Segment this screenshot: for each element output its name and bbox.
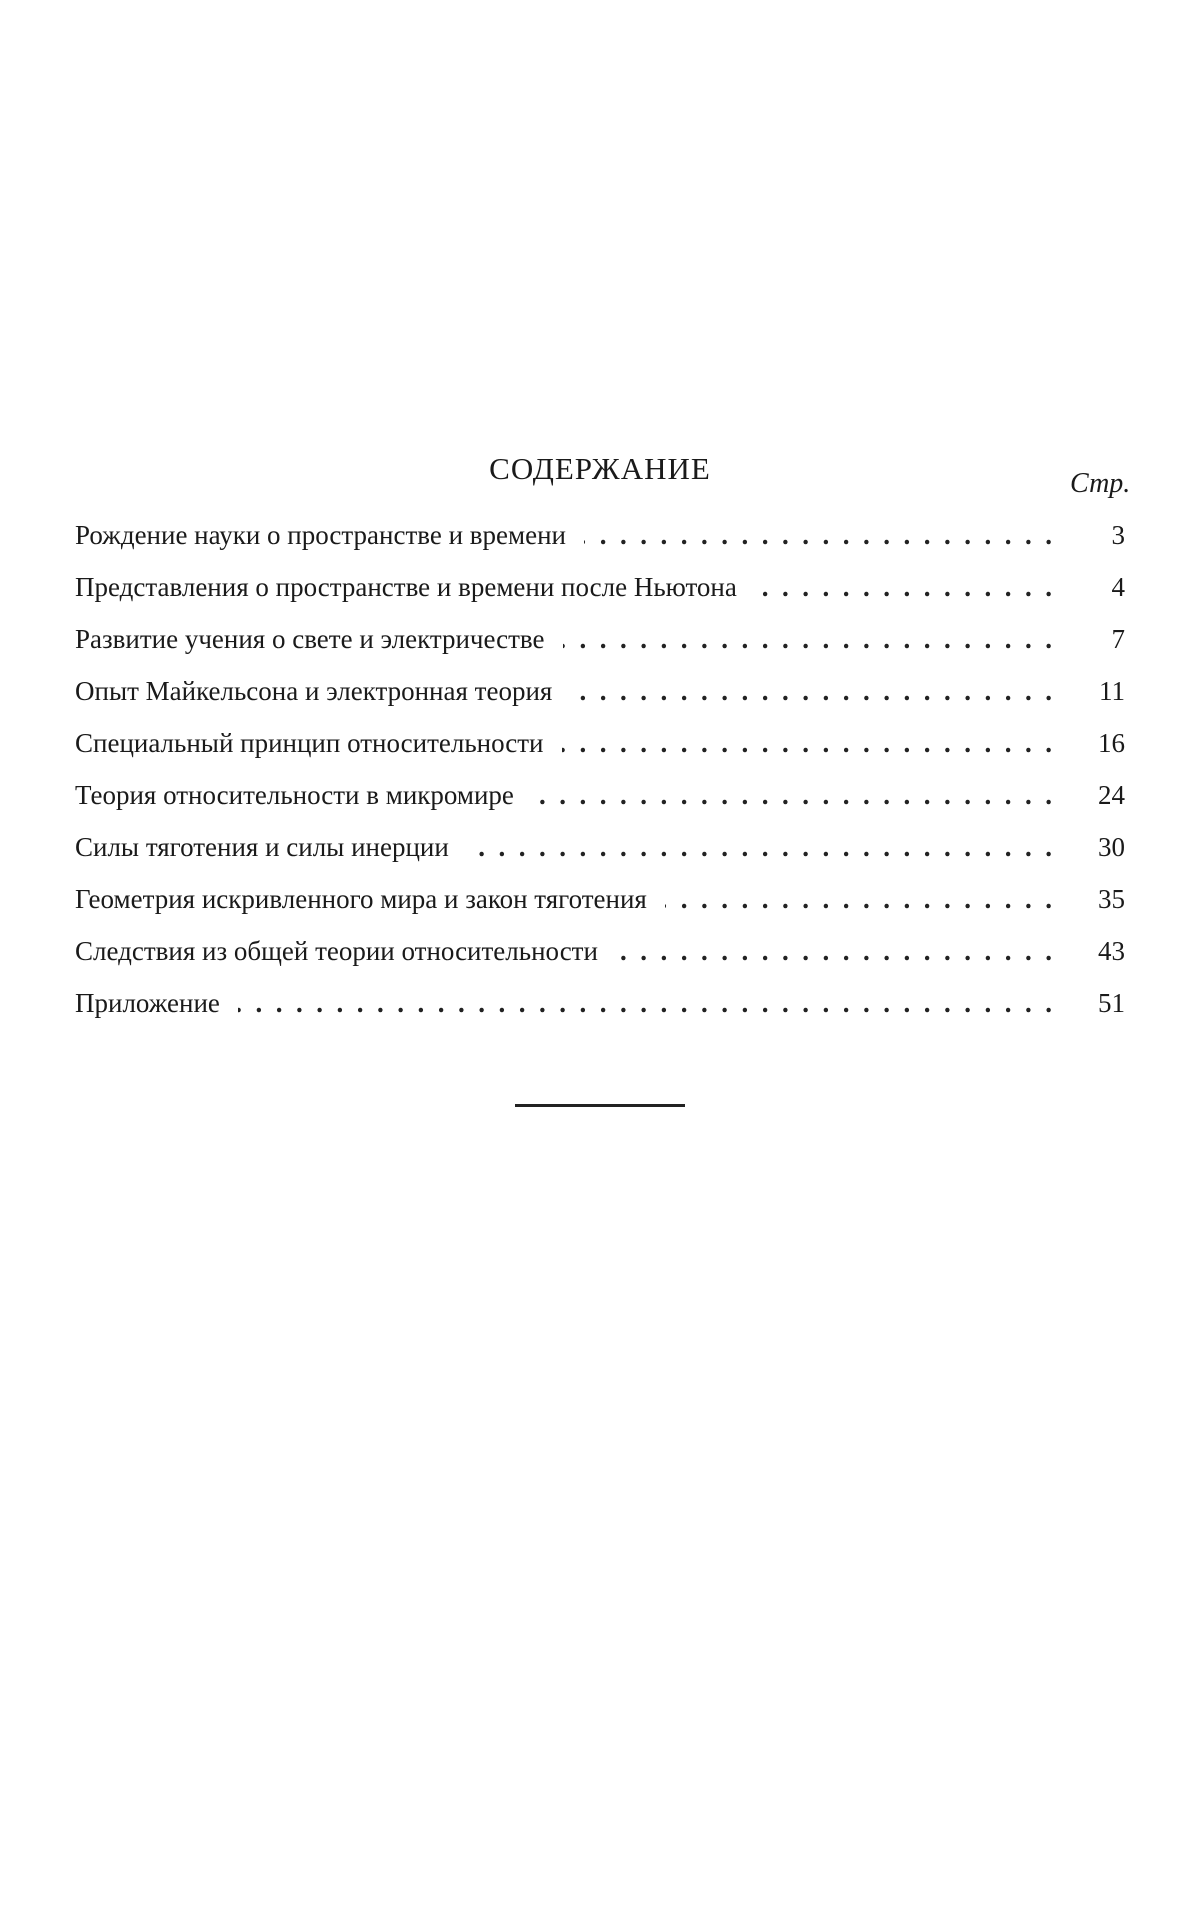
dot-leader <box>584 520 1052 551</box>
dot-leader <box>570 676 1052 707</box>
toc-entry <box>75 676 1125 728</box>
toc-page-number: 3 <box>1111 520 1125 550</box>
dot-leader <box>562 728 1052 759</box>
dot-leader <box>563 624 1052 655</box>
toc-entry <box>75 572 1125 624</box>
toc-chapter-title: Следствия из общей теории относительности <box>75 936 598 966</box>
toc-chapter-title: Развитие учения о свете и электричестве <box>75 624 545 654</box>
dot-leader <box>755 572 1052 603</box>
toc-page-number: 11 <box>1099 676 1125 706</box>
toc-entry <box>75 624 1125 676</box>
dot-leader <box>467 832 1052 863</box>
toc-entry <box>75 780 1125 832</box>
toc-chapter-title: Приложение <box>75 988 220 1018</box>
dot-leader <box>532 780 1052 811</box>
end-rule-divider <box>515 1104 685 1107</box>
toc-chapter-title: Рождение науки о пространстве и времени <box>75 520 566 550</box>
toc-page-number: 4 <box>1111 572 1125 602</box>
toc-page-number: 35 <box>1098 884 1125 914</box>
toc-page-number: 16 <box>1098 728 1125 758</box>
toc-page-number: 51 <box>1098 988 1125 1018</box>
dot-leader <box>616 936 1052 967</box>
toc-entry <box>75 832 1125 884</box>
toc-entry <box>75 728 1125 780</box>
toc-page-number: 7 <box>1111 624 1125 654</box>
toc-page-number: 30 <box>1098 832 1125 862</box>
toc-chapter-title: Специальный принцип относительности <box>75 728 544 758</box>
toc-chapter-title: Опыт Майкельсона и электронная теория <box>75 676 553 706</box>
toc-entry <box>75 936 1125 988</box>
toc-chapter-title: Представления о пространстве и времени после Ньютона <box>75 572 737 602</box>
toc-chapter-title: Силы тяготения и силы инерции <box>75 832 449 862</box>
toc-entry <box>75 884 1125 936</box>
toc-entry <box>75 520 1125 572</box>
toc-entry <box>75 988 1125 1040</box>
dot-leader <box>665 884 1052 915</box>
toc-page-number: 24 <box>1098 780 1125 810</box>
dot-leader <box>238 988 1052 1019</box>
toc-chapter-title: Теория относительности в микромире <box>75 780 514 810</box>
toc-list <box>75 520 1125 1040</box>
toc-title: СОДЕРЖАНИЕ <box>489 450 711 486</box>
toc-chapter-title: Геометрия искривленного мира и закон тяготения <box>75 884 647 914</box>
toc-page-number: 43 <box>1098 936 1125 966</box>
page-column-label: Стр. <box>1070 468 1131 499</box>
